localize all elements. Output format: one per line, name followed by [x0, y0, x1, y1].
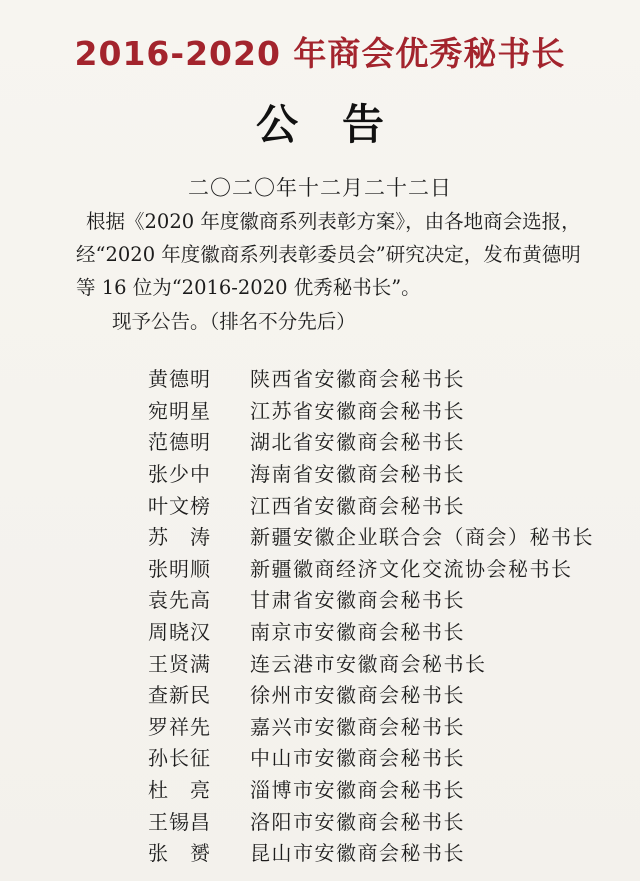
announcement-heading: 公告 [255, 100, 428, 149]
list-item [148, 741, 618, 773]
awardee-organization: 甘肃省安徽商会秘书长 [250, 588, 465, 613]
list-item [148, 678, 618, 710]
list-item [148, 773, 618, 805]
awardee-name: 范德明 [148, 430, 211, 455]
list-item [148, 836, 618, 868]
awardee-organization: 徐州市安徽商会秘书长 [250, 683, 465, 708]
body-line-1: 根据《2020 年度徽商系列表彰方案》，由各地商会选报， [86, 210, 581, 233]
body-line-3: 等 16 位为“2016-2020 优秀秘书长”。 [76, 276, 421, 299]
awardee-name: 张 赟 [148, 841, 211, 866]
list-item [148, 552, 618, 584]
awardee-name: 杜 亮 [148, 778, 211, 803]
list-item [148, 615, 618, 647]
awardee-organization: 南京市安徽商会秘书长 [250, 620, 465, 645]
document-title: 2016-2020 年商会优秀秘书长 [74, 34, 566, 73]
awardee-name: 叶文榜 [148, 493, 211, 518]
awardee-organization: 嘉兴市安徽商会秘书长 [250, 714, 465, 739]
awardee-name: 罗祥先 [148, 714, 211, 739]
awardee-organization: 新疆徽商经济文化交流协会秘书长 [250, 556, 573, 581]
awardee-organization: 淄博市安徽商会秘书长 [250, 778, 465, 803]
list-item [148, 362, 618, 394]
awardee-name: 查新民 [148, 683, 211, 708]
awardee-name: 袁先高 [148, 588, 211, 613]
body-line-2: 经“2020 年度徽商系列表彰委员会”研究决定，发布黄德明 [76, 243, 581, 266]
list-item [148, 646, 618, 678]
awardee-name: 孙长征 [148, 746, 211, 771]
awardee-organization: 连云港市安徽商会秘书长 [250, 651, 487, 676]
awardee-organization: 江苏省安徽商会秘书长 [250, 398, 465, 423]
list-item [148, 804, 618, 836]
awardee-name: 黄德明 [148, 367, 211, 392]
body-line-4: 现予公告。（排名不分先后） [112, 310, 356, 333]
awardee-name: 周晓汉 [148, 620, 211, 645]
list-item [148, 457, 618, 489]
list-item [148, 488, 618, 520]
awardee-organization: 洛阳市安徽商会秘书长 [250, 809, 465, 834]
awardee-name: 张明顺 [148, 556, 211, 581]
awardee-list [148, 362, 618, 868]
awardee-organization: 海南省安徽商会秘书长 [250, 462, 465, 487]
awardee-name: 王锡昌 [148, 809, 211, 834]
announcement-date: 二〇二〇年十二月二十二日 [188, 176, 452, 200]
awardee-name: 苏 涛 [148, 525, 211, 550]
list-item [148, 425, 618, 457]
awardee-organization: 陕西省安徽商会秘书长 [250, 367, 465, 392]
awardee-organization: 新疆安徽企业联合会（商会）秘书长 [250, 525, 594, 550]
awardee-organization: 湖北省安徽商会秘书长 [250, 430, 465, 455]
list-item [148, 583, 618, 615]
awardee-name: 张少中 [148, 462, 211, 487]
awardee-organization: 昆山市安徽商会秘书长 [250, 841, 465, 866]
list-item [148, 520, 618, 552]
awardee-organization: 中山市安徽商会秘书长 [250, 746, 465, 771]
list-item [148, 394, 618, 426]
awardee-name: 宛明星 [148, 398, 211, 423]
list-item [148, 710, 618, 742]
awardee-name: 王贤满 [148, 651, 211, 676]
awardee-organization: 江西省安徽商会秘书长 [250, 493, 465, 518]
